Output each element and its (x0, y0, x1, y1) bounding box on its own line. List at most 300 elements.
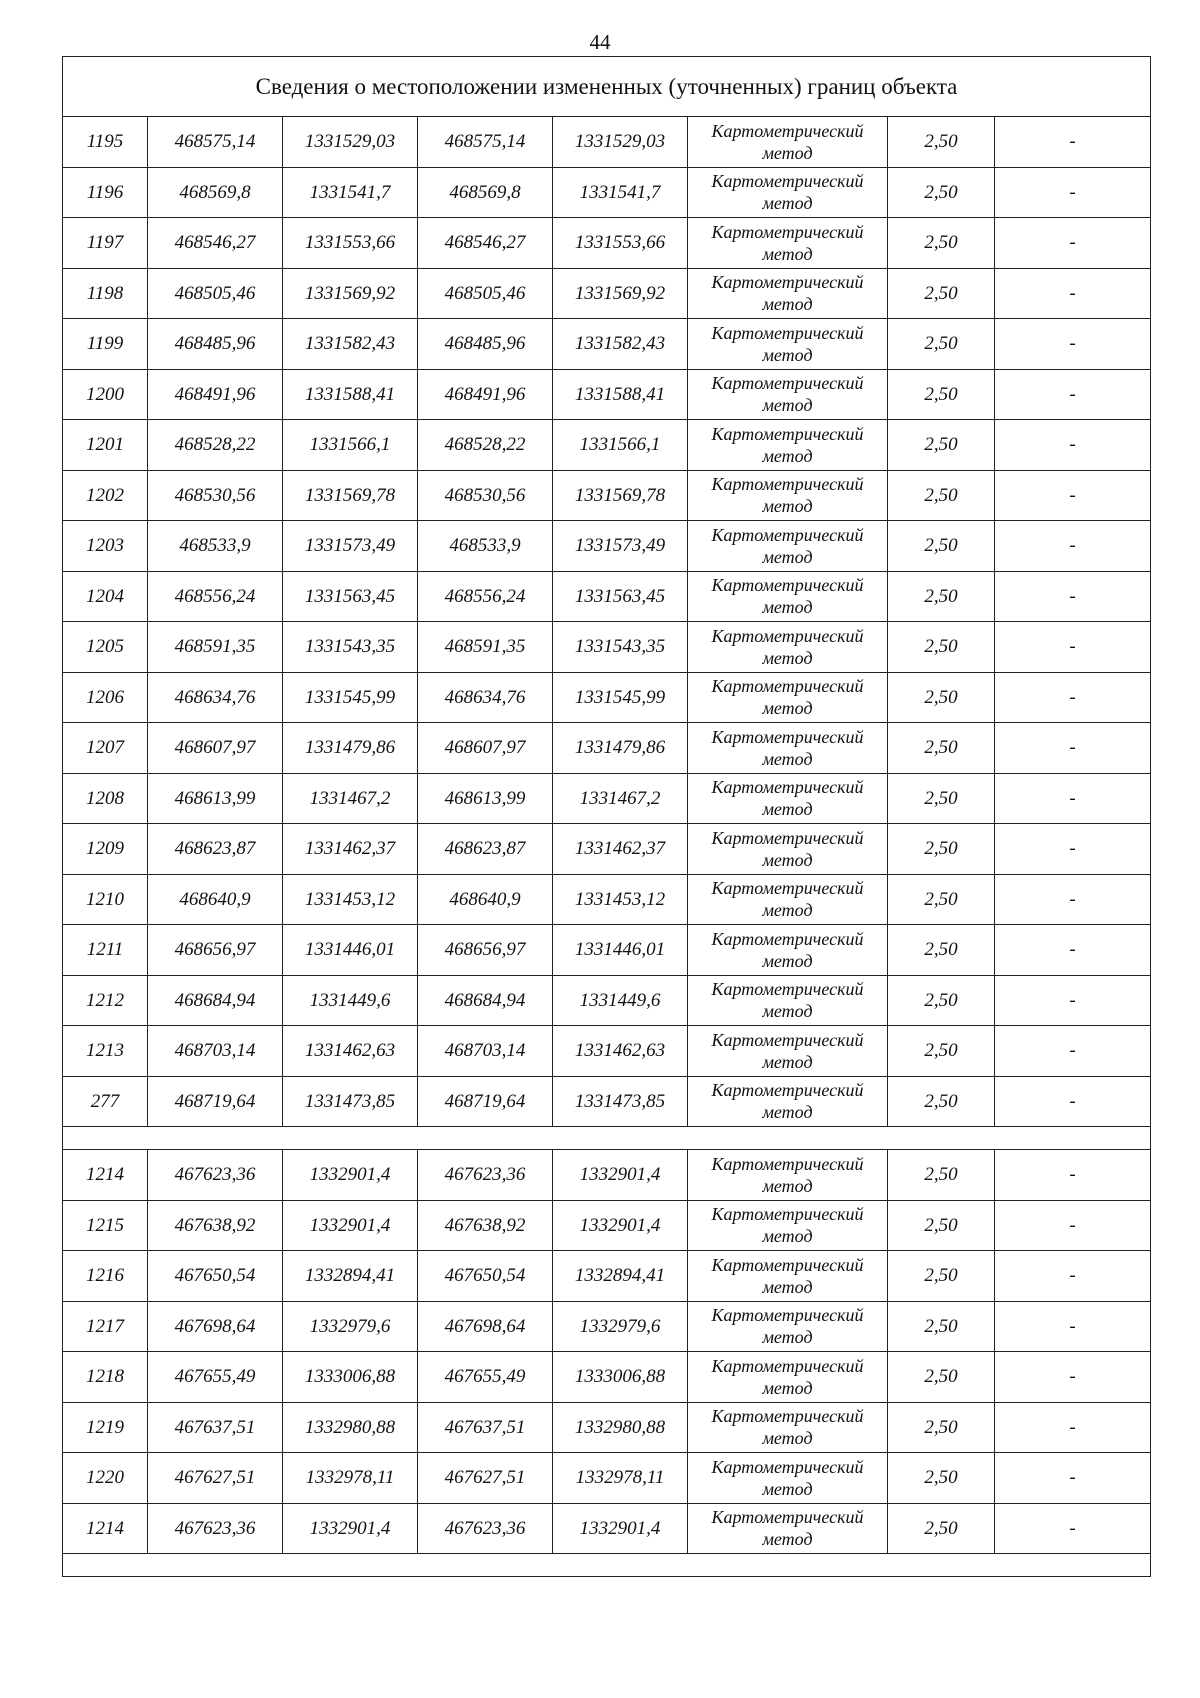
table-row (63, 268, 1151, 319)
method-line-1: Картометрический (711, 1507, 864, 1528)
y-new-cell: 1331453,12 (553, 874, 688, 925)
x-new-cell: 468640,9 (418, 874, 553, 925)
point-number-cell: 1216 (63, 1251, 148, 1302)
x-new-cell: 468546,27 (418, 218, 553, 269)
method-cell (688, 470, 888, 521)
x-existing-cell: 468546,27 (148, 218, 283, 269)
precision-cell: 2,50 (888, 1026, 995, 1077)
y-new-cell: 1331543,35 (553, 622, 688, 673)
point-number-cell: 1197 (63, 218, 148, 269)
method-cell (688, 521, 888, 572)
method-line-2: метод (762, 294, 813, 315)
y-new-cell: 1331462,63 (553, 1026, 688, 1077)
method-line-1: Картометрический (711, 373, 864, 394)
x-new-cell: 467623,36 (418, 1150, 553, 1201)
note-cell: - (995, 824, 1151, 875)
y-existing-cell: 1331473,85 (283, 1076, 418, 1127)
y-existing-cell: 1331529,03 (283, 117, 418, 168)
section-separator-row (63, 1554, 1151, 1577)
table-row (63, 723, 1151, 774)
x-new-cell: 467623,36 (418, 1503, 553, 1554)
y-existing-cell: 1331569,92 (283, 268, 418, 319)
section-separator (63, 1127, 1151, 1150)
x-new-cell: 468684,94 (418, 975, 553, 1026)
x-existing-cell: 468591,35 (148, 622, 283, 673)
y-existing-cell: 1331545,99 (283, 672, 418, 723)
point-number-cell: 1209 (63, 824, 148, 875)
table-row (63, 470, 1151, 521)
point-number-cell: 1214 (63, 1503, 148, 1554)
table-row (63, 1352, 1151, 1403)
note-cell: - (995, 167, 1151, 218)
table-row (63, 1026, 1151, 1077)
method-line-1: Картометрический (711, 221, 864, 242)
precision-cell: 2,50 (888, 1200, 995, 1251)
x-new-cell: 468623,87 (418, 824, 553, 875)
method-cell (688, 117, 888, 168)
x-new-cell: 468569,8 (418, 167, 553, 218)
y-existing-cell: 1332979,6 (283, 1301, 418, 1352)
x-new-cell: 467650,54 (418, 1251, 553, 1302)
x-existing-cell: 467638,92 (148, 1200, 283, 1251)
method-cell (688, 1503, 888, 1554)
precision-cell: 2,50 (888, 1251, 995, 1302)
y-new-cell: 1331479,86 (553, 723, 688, 774)
method-line-2: метод (762, 1001, 813, 1022)
point-number-cell: 1196 (63, 167, 148, 218)
y-new-cell: 1331566,1 (553, 420, 688, 471)
point-number-cell: 1214 (63, 1150, 148, 1201)
method-cell (688, 1026, 888, 1077)
method-line-1: Картометрический (711, 1355, 864, 1376)
x-new-cell: 468505,46 (418, 268, 553, 319)
y-existing-cell: 1333006,88 (283, 1352, 418, 1403)
y-existing-cell: 1332901,4 (283, 1200, 418, 1251)
x-existing-cell: 468575,14 (148, 117, 283, 168)
method-cell (688, 1200, 888, 1251)
method-cell (688, 1076, 888, 1127)
table-row (63, 218, 1151, 269)
point-number-cell: 1205 (63, 622, 148, 673)
point-number-cell: 1206 (63, 672, 148, 723)
precision-cell: 2,50 (888, 672, 995, 723)
method-line-2: метод (762, 748, 813, 769)
method-line-2: метод (762, 799, 813, 820)
point-number-cell: 1215 (63, 1200, 148, 1251)
y-new-cell: 1331563,45 (553, 571, 688, 622)
method-line-2: метод (762, 1276, 813, 1297)
y-new-cell: 1331529,03 (553, 117, 688, 168)
note-cell: - (995, 1402, 1151, 1453)
method-line-1: Картометрический (711, 726, 864, 747)
precision-cell: 2,50 (888, 117, 995, 168)
note-cell: - (995, 218, 1151, 269)
method-line-1: Картометрический (711, 878, 864, 899)
method-cell (688, 369, 888, 420)
y-new-cell: 1332980,88 (553, 1402, 688, 1453)
point-number-cell: 1219 (63, 1402, 148, 1453)
method-cell (688, 723, 888, 774)
note-cell: - (995, 571, 1151, 622)
method-line-2: метод (762, 597, 813, 618)
method-line-1: Картометрический (711, 1254, 864, 1275)
table-row (63, 874, 1151, 925)
x-existing-cell: 468485,96 (148, 319, 283, 370)
method-line-1: Картометрический (711, 979, 864, 1000)
method-line-1: Картометрический (711, 322, 864, 343)
note-cell: - (995, 773, 1151, 824)
x-existing-cell: 467698,64 (148, 1301, 283, 1352)
x-new-cell: 468530,56 (418, 470, 553, 521)
note-cell: - (995, 117, 1151, 168)
y-new-cell: 1332901,4 (553, 1200, 688, 1251)
note-cell: - (995, 1251, 1151, 1302)
x-new-cell: 468656,97 (418, 925, 553, 976)
x-new-cell: 467627,51 (418, 1453, 553, 1504)
precision-cell: 2,50 (888, 470, 995, 521)
y-new-cell: 1331545,99 (553, 672, 688, 723)
x-new-cell: 467655,49 (418, 1352, 553, 1403)
y-new-cell: 1331553,66 (553, 218, 688, 269)
table-row (63, 420, 1151, 471)
x-existing-cell: 468656,97 (148, 925, 283, 976)
method-cell (688, 167, 888, 218)
y-existing-cell: 1332894,41 (283, 1251, 418, 1302)
note-cell: - (995, 1453, 1151, 1504)
method-line-2: метод (762, 849, 813, 870)
y-existing-cell: 1331569,78 (283, 470, 418, 521)
point-number-cell: 1202 (63, 470, 148, 521)
precision-cell: 2,50 (888, 1503, 995, 1554)
x-new-cell: 468607,97 (418, 723, 553, 774)
method-line-2: метод (762, 900, 813, 921)
x-new-cell: 468533,9 (418, 521, 553, 572)
method-line-2: метод (762, 193, 813, 214)
precision-cell: 2,50 (888, 1402, 995, 1453)
y-new-cell: 1331449,6 (553, 975, 688, 1026)
x-new-cell: 468556,24 (418, 571, 553, 622)
point-number-cell: 1207 (63, 723, 148, 774)
method-line-1: Картометрический (711, 474, 864, 495)
y-new-cell: 1331569,92 (553, 268, 688, 319)
y-existing-cell: 1331479,86 (283, 723, 418, 774)
point-number-cell: 277 (63, 1076, 148, 1127)
method-line-1: Картометрический (711, 1204, 864, 1225)
method-line-1: Картометрический (711, 777, 864, 798)
method-cell (688, 268, 888, 319)
note-cell: - (995, 1076, 1151, 1127)
method-line-2: метод (762, 1377, 813, 1398)
y-existing-cell: 1331573,49 (283, 521, 418, 572)
note-cell: - (995, 1352, 1151, 1403)
precision-cell: 2,50 (888, 268, 995, 319)
table-row (63, 1402, 1151, 1453)
method-line-1: Картометрический (711, 928, 864, 949)
x-new-cell: 468591,35 (418, 622, 553, 673)
note-cell: - (995, 369, 1151, 420)
point-number-cell: 1210 (63, 874, 148, 925)
x-existing-cell: 468640,9 (148, 874, 283, 925)
y-new-cell: 1332894,41 (553, 1251, 688, 1302)
y-new-cell: 1332979,6 (553, 1301, 688, 1352)
x-existing-cell: 467655,49 (148, 1352, 283, 1403)
table-row (63, 571, 1151, 622)
table-row (63, 117, 1151, 168)
point-number-cell: 1217 (63, 1301, 148, 1352)
table-row (63, 672, 1151, 723)
y-existing-cell: 1331453,12 (283, 874, 418, 925)
y-new-cell: 1331588,41 (553, 369, 688, 420)
page-number: 44 (589, 30, 611, 54)
y-existing-cell: 1331582,43 (283, 319, 418, 370)
method-line-2: метод (762, 1529, 813, 1550)
method-line-1: Картометрический (711, 676, 864, 697)
x-existing-cell: 467623,36 (148, 1503, 283, 1554)
point-number-cell: 1203 (63, 521, 148, 572)
x-existing-cell: 468613,99 (148, 773, 283, 824)
method-cell (688, 571, 888, 622)
precision-cell: 2,50 (888, 975, 995, 1026)
method-line-1: Картометрический (711, 1153, 864, 1174)
y-existing-cell: 1331543,35 (283, 622, 418, 673)
y-existing-cell: 1331462,37 (283, 824, 418, 875)
note-cell: - (995, 1026, 1151, 1077)
method-cell (688, 1251, 888, 1302)
method-cell (688, 773, 888, 824)
y-new-cell: 1332901,4 (553, 1150, 688, 1201)
x-existing-cell: 468623,87 (148, 824, 283, 875)
method-cell (688, 1352, 888, 1403)
method-line-2: метод (762, 1428, 813, 1449)
table-row (63, 1301, 1151, 1352)
precision-cell: 2,50 (888, 723, 995, 774)
x-existing-cell: 467650,54 (148, 1251, 283, 1302)
note-cell: - (995, 420, 1151, 471)
y-existing-cell: 1331449,6 (283, 975, 418, 1026)
method-cell (688, 218, 888, 269)
method-line-1: Картометрический (711, 1029, 864, 1050)
note-cell: - (995, 1150, 1151, 1201)
y-existing-cell: 1332901,4 (283, 1150, 418, 1201)
x-new-cell: 468575,14 (418, 117, 553, 168)
method-line-2: метод (762, 1175, 813, 1196)
x-new-cell: 468528,22 (418, 420, 553, 471)
x-existing-cell: 468684,94 (148, 975, 283, 1026)
table-title-row (63, 57, 1151, 117)
x-existing-cell: 468719,64 (148, 1076, 283, 1127)
method-cell (688, 622, 888, 673)
precision-cell: 2,50 (888, 925, 995, 976)
method-cell (688, 925, 888, 976)
method-line-2: метод (762, 950, 813, 971)
precision-cell: 2,50 (888, 773, 995, 824)
y-new-cell: 1331462,37 (553, 824, 688, 875)
y-new-cell: 1331573,49 (553, 521, 688, 572)
point-number-cell: 1211 (63, 925, 148, 976)
precision-cell: 2,50 (888, 622, 995, 673)
x-new-cell: 468491,96 (418, 369, 553, 420)
y-existing-cell: 1332901,4 (283, 1503, 418, 1554)
table-row (63, 773, 1151, 824)
note-cell: - (995, 319, 1151, 370)
x-new-cell: 468613,99 (418, 773, 553, 824)
note-cell: - (995, 1200, 1151, 1251)
point-number-cell: 1213 (63, 1026, 148, 1077)
y-new-cell: 1331582,43 (553, 319, 688, 370)
point-number-cell: 1199 (63, 319, 148, 370)
method-line-1: Картометрический (711, 272, 864, 293)
note-cell: - (995, 723, 1151, 774)
note-cell: - (995, 521, 1151, 572)
x-new-cell: 468703,14 (418, 1026, 553, 1077)
precision-cell: 2,50 (888, 1352, 995, 1403)
note-cell: - (995, 470, 1151, 521)
method-cell (688, 420, 888, 471)
method-line-1: Картометрический (711, 625, 864, 646)
y-new-cell: 1332901,4 (553, 1503, 688, 1554)
x-new-cell: 468719,64 (418, 1076, 553, 1127)
y-new-cell: 1331569,78 (553, 470, 688, 521)
y-existing-cell: 1331467,2 (283, 773, 418, 824)
method-line-1: Картометрический (711, 1456, 864, 1477)
note-cell: - (995, 874, 1151, 925)
table-row (63, 1503, 1151, 1554)
method-line-2: метод (762, 1327, 813, 1348)
method-line-1: Картометрический (711, 575, 864, 596)
y-existing-cell: 1332978,11 (283, 1453, 418, 1504)
precision-cell: 2,50 (888, 319, 995, 370)
method-line-2: метод (762, 445, 813, 466)
point-number-cell: 1195 (63, 117, 148, 168)
table-row (63, 622, 1151, 673)
x-existing-cell: 468556,24 (148, 571, 283, 622)
table-row (63, 1150, 1151, 1201)
y-existing-cell: 1331541,7 (283, 167, 418, 218)
x-existing-cell: 468607,97 (148, 723, 283, 774)
y-new-cell: 1331541,7 (553, 167, 688, 218)
x-existing-cell: 468634,76 (148, 672, 283, 723)
method-line-1: Картометрический (711, 1406, 864, 1427)
y-existing-cell: 1331563,45 (283, 571, 418, 622)
method-cell (688, 1301, 888, 1352)
y-new-cell: 1332978,11 (553, 1453, 688, 1504)
table-row (63, 319, 1151, 370)
point-number-cell: 1212 (63, 975, 148, 1026)
method-line-1: Картометрический (711, 827, 864, 848)
precision-cell: 2,50 (888, 571, 995, 622)
method-line-1: Картометрический (711, 423, 864, 444)
x-new-cell: 467698,64 (418, 1301, 553, 1352)
note-cell: - (995, 268, 1151, 319)
method-line-2: метод (762, 496, 813, 517)
method-line-1: Картометрический (711, 120, 864, 141)
point-number-cell: 1208 (63, 773, 148, 824)
method-cell (688, 672, 888, 723)
precision-cell: 2,50 (888, 420, 995, 471)
x-existing-cell: 468703,14 (148, 1026, 283, 1077)
precision-cell: 2,50 (888, 824, 995, 875)
method-cell (688, 1453, 888, 1504)
x-existing-cell: 467627,51 (148, 1453, 283, 1504)
method-line-2: метод (762, 1226, 813, 1247)
x-existing-cell: 467623,36 (148, 1150, 283, 1201)
method-line-2: метод (762, 1102, 813, 1123)
method-line-1: Картометрический (711, 171, 864, 192)
method-line-2: метод (762, 1478, 813, 1499)
table-title: Сведения о местоположении измененных (уточненных) границ объекта (63, 57, 1151, 117)
method-cell (688, 319, 888, 370)
table-row (63, 521, 1151, 572)
table-row (63, 1251, 1151, 1302)
x-existing-cell: 468528,22 (148, 420, 283, 471)
point-number-cell: 1218 (63, 1352, 148, 1403)
precision-cell: 2,50 (888, 167, 995, 218)
precision-cell: 2,50 (888, 1150, 995, 1201)
point-number-cell: 1201 (63, 420, 148, 471)
table-row (63, 824, 1151, 875)
y-existing-cell: 1332980,88 (283, 1402, 418, 1453)
precision-cell: 2,50 (888, 369, 995, 420)
method-cell (688, 1150, 888, 1201)
y-existing-cell: 1331566,1 (283, 420, 418, 471)
point-number-cell: 1220 (63, 1453, 148, 1504)
precision-cell: 2,50 (888, 218, 995, 269)
x-new-cell: 467638,92 (418, 1200, 553, 1251)
method-cell (688, 824, 888, 875)
precision-cell: 2,50 (888, 874, 995, 925)
section-separator (63, 1554, 1151, 1577)
point-number-cell: 1204 (63, 571, 148, 622)
y-existing-cell: 1331588,41 (283, 369, 418, 420)
y-new-cell: 1331467,2 (553, 773, 688, 824)
x-new-cell: 467637,51 (418, 1402, 553, 1453)
boundary-coordinates-table (62, 56, 1151, 1577)
precision-cell: 2,50 (888, 1076, 995, 1127)
method-cell (688, 874, 888, 925)
y-new-cell: 1331473,85 (553, 1076, 688, 1127)
y-existing-cell: 1331462,63 (283, 1026, 418, 1077)
table-row (63, 975, 1151, 1026)
point-number-cell: 1198 (63, 268, 148, 319)
method-line-1: Картометрический (711, 1305, 864, 1326)
point-number-cell: 1200 (63, 369, 148, 420)
method-line-2: метод (762, 546, 813, 567)
table-row (63, 925, 1151, 976)
method-line-1: Картометрический (711, 1080, 864, 1101)
note-cell: - (995, 672, 1151, 723)
x-existing-cell: 468505,46 (148, 268, 283, 319)
note-cell: - (995, 1301, 1151, 1352)
y-existing-cell: 1331553,66 (283, 218, 418, 269)
y-new-cell: 1331446,01 (553, 925, 688, 976)
x-existing-cell: 467637,51 (148, 1402, 283, 1453)
precision-cell: 2,50 (888, 1301, 995, 1352)
method-line-2: метод (762, 647, 813, 668)
method-line-2: метод (762, 1051, 813, 1072)
method-line-2: метод (762, 698, 813, 719)
y-existing-cell: 1331446,01 (283, 925, 418, 976)
table-row (63, 1453, 1151, 1504)
method-cell (688, 975, 888, 1026)
note-cell: - (995, 1503, 1151, 1554)
precision-cell: 2,50 (888, 1453, 995, 1504)
precision-cell: 2,50 (888, 521, 995, 572)
method-cell (688, 1402, 888, 1453)
x-existing-cell: 468569,8 (148, 167, 283, 218)
table-row (63, 1076, 1151, 1127)
x-new-cell: 468485,96 (418, 319, 553, 370)
method-line-1: Картометрический (711, 524, 864, 545)
